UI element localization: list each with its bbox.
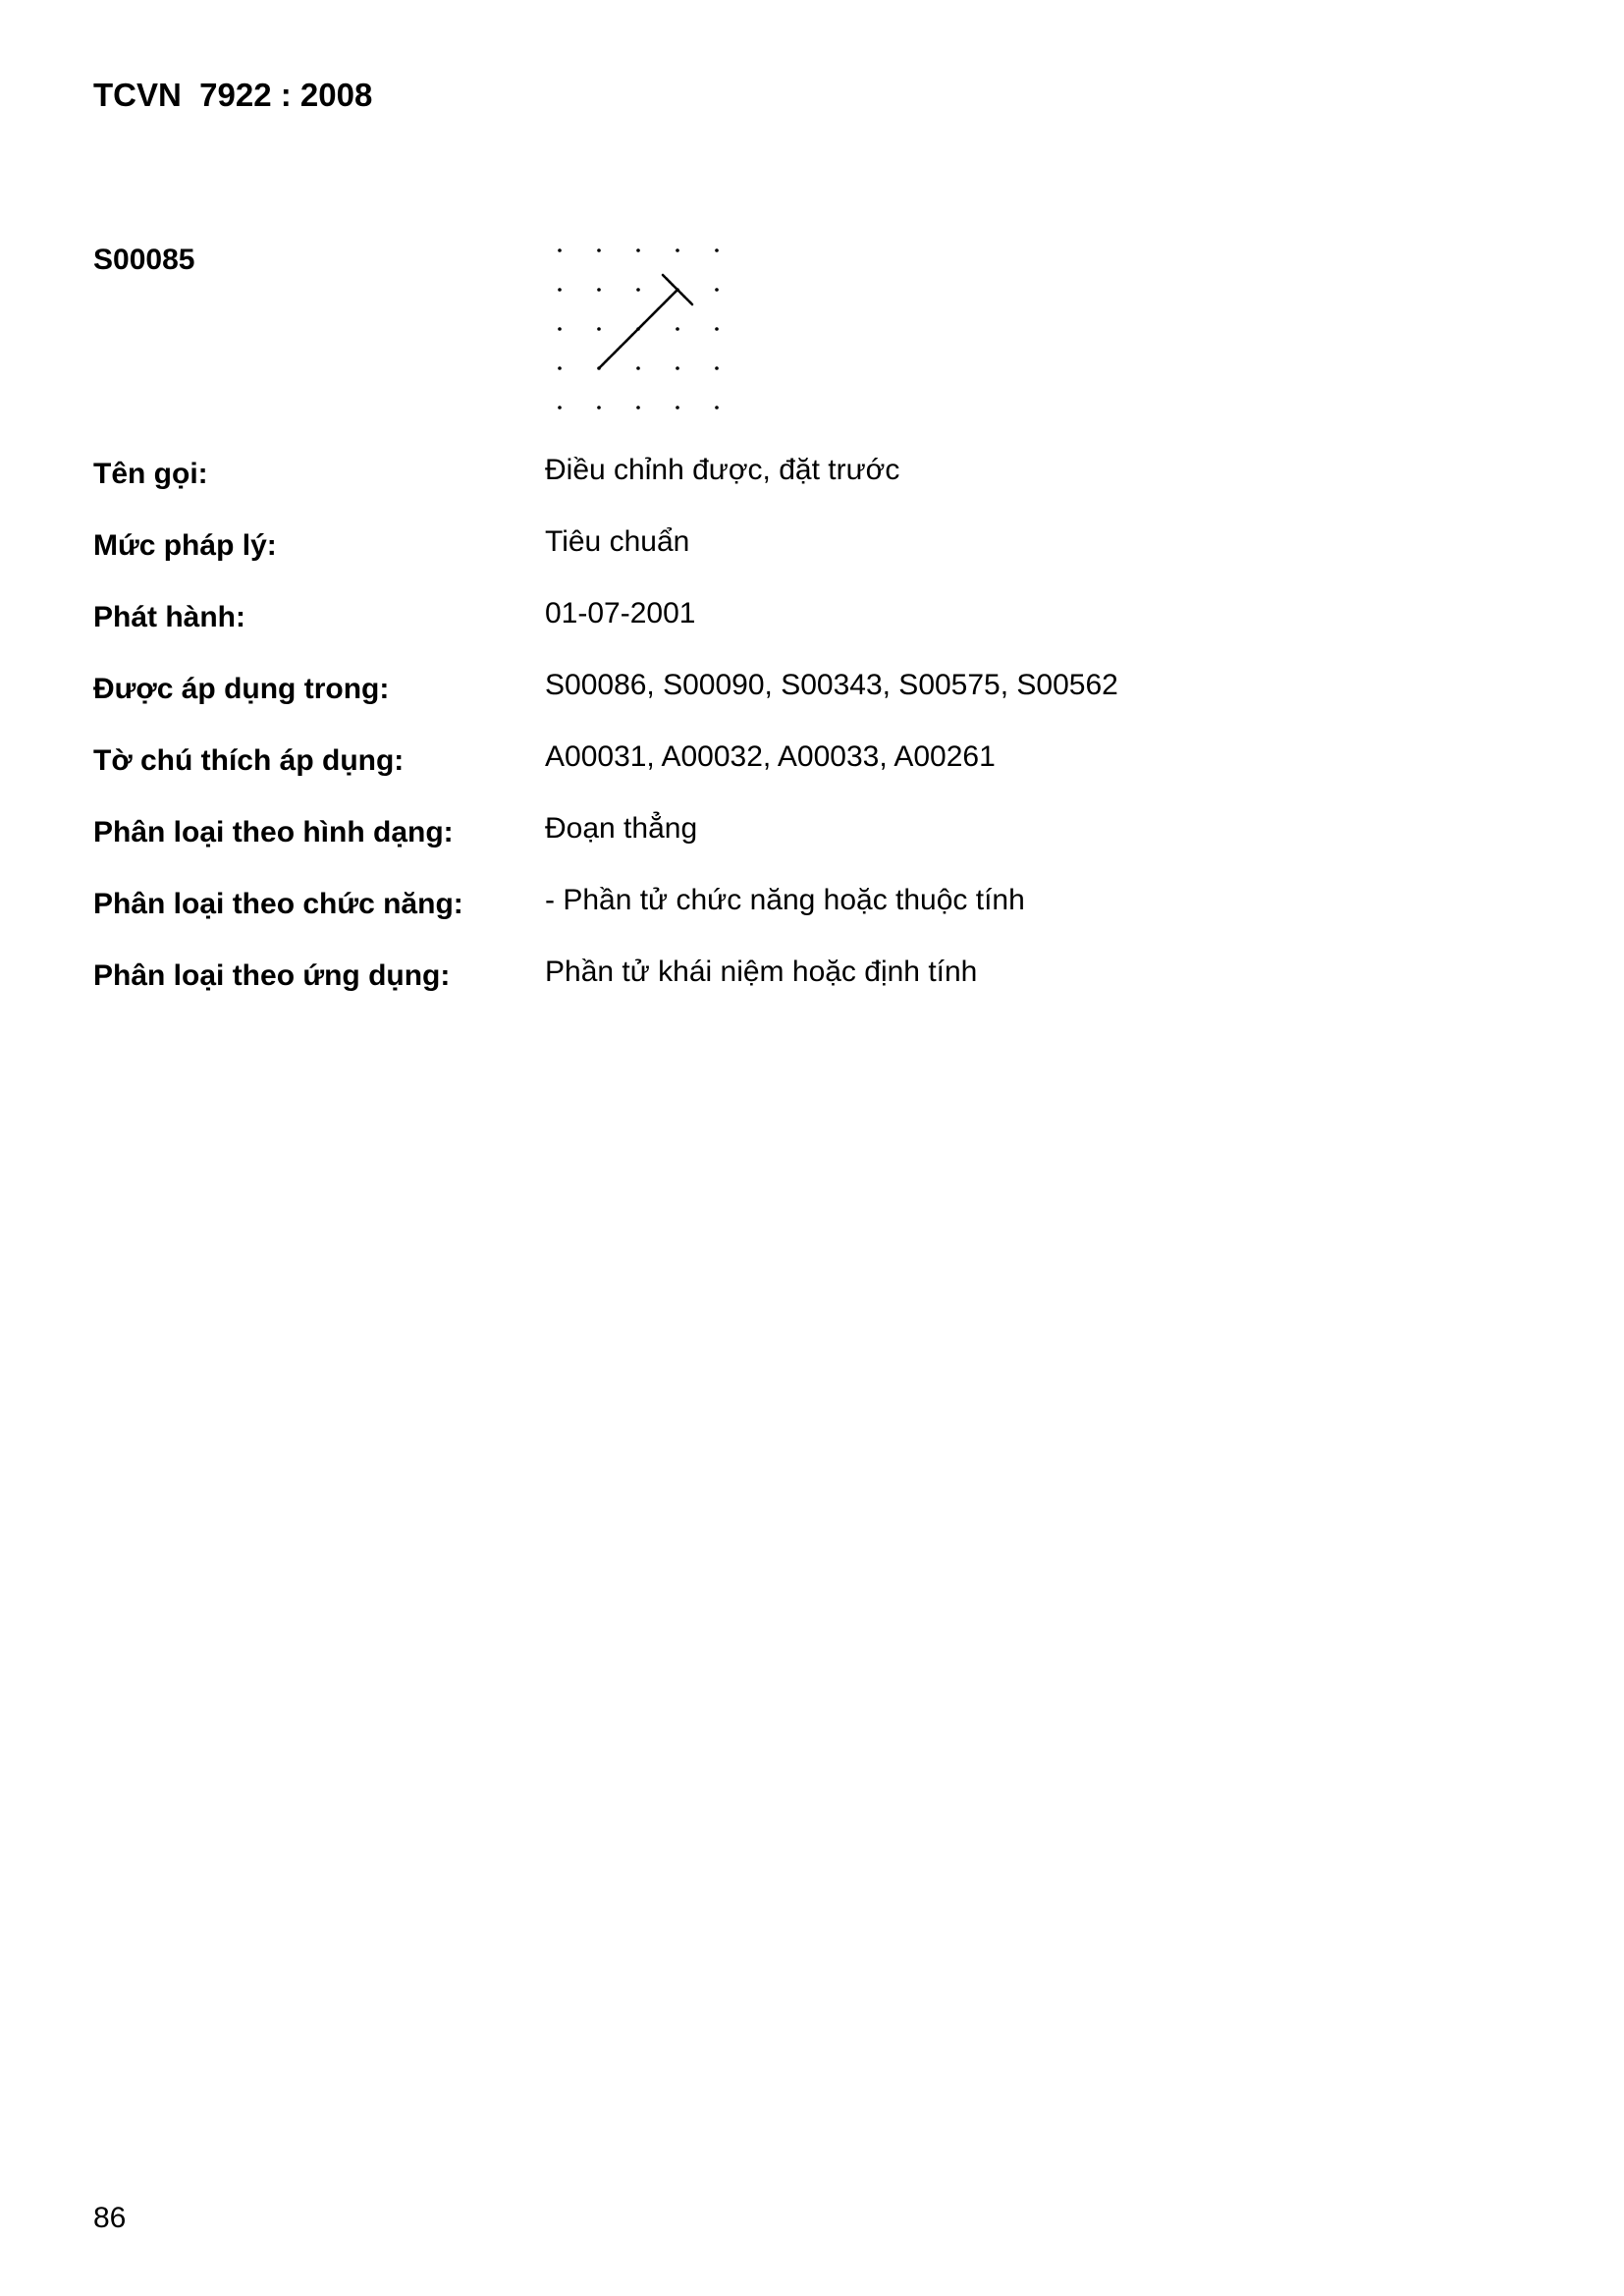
property-label: Được áp dụng trong: [93,673,390,705]
property-row-function-class [93,884,1468,956]
property-row-applied-in [93,669,1468,740]
property-value: Phần tử khái niệm hoặc định tính [545,956,978,988]
property-row-legal-level [93,525,1468,597]
property-label: Mức pháp lý: [93,529,277,562]
symbol-code: S00085 [93,244,195,276]
property-row-issued [93,597,1468,669]
property-label: Phân loại theo hình dạng: [93,816,454,848]
property-row-name [93,454,1468,525]
preset-stroke [599,275,692,368]
page-number: 86 [93,2202,127,2234]
property-row-application-class [93,956,1468,1027]
document-header: TCVN 7922 : 2008 [93,77,373,113]
property-label: Phát hành: [93,601,245,633]
property-list [93,454,1468,1027]
property-value: Điều chỉnh được, đặt trước [545,454,900,486]
property-value: Tiêu chuẩn [545,525,690,558]
property-value: - Phần tử chức năng hoặc thuộc tính [545,884,1025,916]
adjustable-preset-symbol-icon [545,236,741,422]
property-value: 01-07-2001 [545,597,696,629]
property-value: Đoạn thẳng [545,812,698,845]
property-value: A00031, A00032, A00033, A00261 [545,740,996,773]
property-label: Tên gọi: [93,458,208,490]
property-row-application-notes [93,740,1468,812]
property-label: Phân loại theo ứng dụng: [93,959,451,992]
property-row-shape-class [93,812,1468,884]
property-label: Phân loại theo chức năng: [93,888,463,920]
property-value: S00086, S00090, S00343, S00575, S00562 [545,669,1118,701]
property-label: Tờ chú thích áp dụng: [93,744,405,777]
